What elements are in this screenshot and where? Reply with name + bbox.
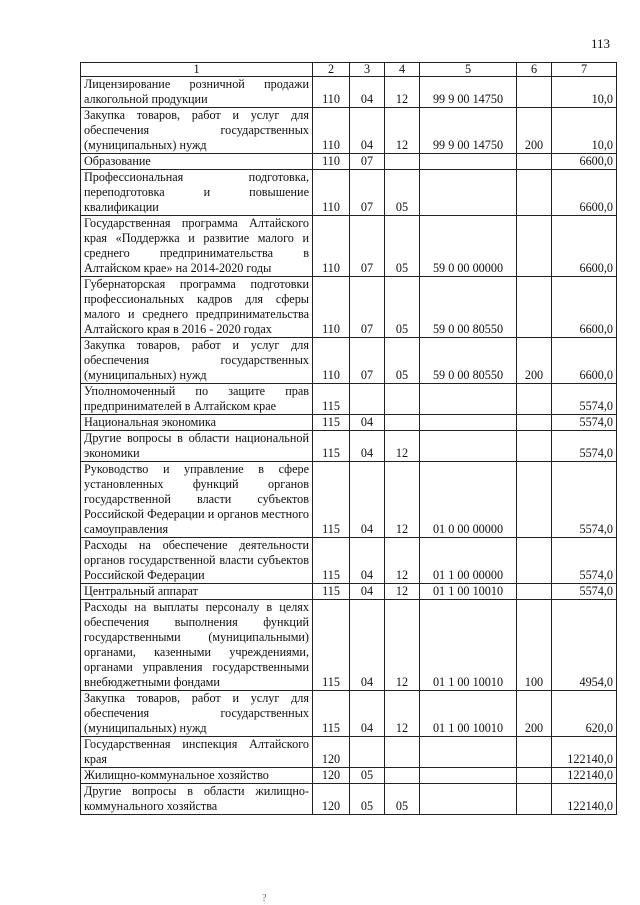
section-code-cell bbox=[350, 737, 385, 768]
table-row bbox=[81, 277, 617, 338]
table-row bbox=[81, 584, 617, 600]
amount-cell: 122140,0 bbox=[552, 768, 617, 784]
amount-cell: 5574,0 bbox=[552, 415, 617, 431]
row-name-cell: Жилищно-коммунальное хозяйство bbox=[81, 768, 313, 784]
target-item-cell bbox=[420, 415, 517, 431]
table-row bbox=[81, 338, 617, 384]
header-cell: 3 bbox=[350, 63, 385, 77]
table-row bbox=[81, 600, 617, 691]
target-item-cell: 01 1 00 00000 bbox=[420, 538, 517, 584]
target-item-cell: 99 9 00 14750 bbox=[420, 108, 517, 154]
table-row bbox=[81, 737, 617, 768]
row-name-cell: Закупка товаров, работ и услуг для обеспечения государственных (муниципальных) нужд bbox=[81, 691, 313, 737]
amount-cell: 4954,0 bbox=[552, 600, 617, 691]
admin-code-cell: 115 bbox=[313, 431, 350, 462]
admin-code-cell: 110 bbox=[313, 154, 350, 170]
target-item-cell: 59 0 00 80550 bbox=[420, 338, 517, 384]
section-code-cell: 07 bbox=[350, 338, 385, 384]
subsection-code-cell: 12 bbox=[385, 691, 420, 737]
amount-cell: 6600,0 bbox=[552, 216, 617, 277]
amount-cell: 5574,0 bbox=[552, 538, 617, 584]
subsection-code-cell: 05 bbox=[385, 277, 420, 338]
page-number: 113 bbox=[590, 36, 610, 51]
table-row bbox=[81, 415, 617, 431]
admin-code-cell: 120 bbox=[313, 737, 350, 768]
table-row bbox=[81, 462, 617, 538]
subsection-code-cell bbox=[385, 768, 420, 784]
section-code-cell bbox=[350, 384, 385, 415]
header-cell: 6 bbox=[517, 63, 552, 77]
expense-type-cell: 100 bbox=[517, 600, 552, 691]
admin-code-cell: 110 bbox=[313, 170, 350, 216]
section-code-cell: 05 bbox=[350, 784, 385, 815]
table-row bbox=[81, 154, 617, 170]
subsection-code-cell bbox=[385, 154, 420, 170]
expense-type-cell bbox=[517, 538, 552, 584]
row-name-cell: Образование bbox=[81, 154, 313, 170]
table-row bbox=[81, 538, 617, 584]
subsection-code-cell: 05 bbox=[385, 216, 420, 277]
expense-type-cell: 200 bbox=[517, 691, 552, 737]
amount-cell: 620,0 bbox=[552, 691, 617, 737]
amount-cell: 122140,0 bbox=[552, 737, 617, 768]
target-item-cell bbox=[420, 768, 517, 784]
budget-table bbox=[80, 62, 617, 815]
expense-type-cell bbox=[517, 415, 552, 431]
row-name-cell: Руководство и управление в сфере установленных функций органов государственной власти субъектов Российской Федерации и органов местного самоуправления bbox=[81, 462, 313, 538]
table-row bbox=[81, 170, 617, 216]
admin-code-cell: 110 bbox=[313, 216, 350, 277]
amount-cell: 5574,0 bbox=[552, 584, 617, 600]
expense-type-cell bbox=[517, 768, 552, 784]
admin-code-cell: 115 bbox=[313, 600, 350, 691]
amount-cell: 5574,0 bbox=[552, 462, 617, 538]
expense-type-cell bbox=[517, 431, 552, 462]
subsection-code-cell: 12 bbox=[385, 600, 420, 691]
row-name-cell: Центральный аппарат bbox=[81, 584, 313, 600]
admin-code-cell: 110 bbox=[313, 77, 350, 108]
row-name-cell: Государственная программа Алтайского края «Поддержка и развитие малого и среднего предпринимательства в Алтайском крае» на 2014-2020 годы bbox=[81, 216, 313, 277]
admin-code-cell: 115 bbox=[313, 538, 350, 584]
admin-code-cell: 115 bbox=[313, 462, 350, 538]
header-cell: 4 bbox=[385, 63, 420, 77]
expense-type-cell bbox=[517, 170, 552, 216]
header-cell: 1 bbox=[81, 63, 313, 77]
section-code-cell: 04 bbox=[350, 584, 385, 600]
section-code-cell: 05 bbox=[350, 768, 385, 784]
expense-type-cell bbox=[517, 77, 552, 108]
admin-code-cell: 115 bbox=[313, 415, 350, 431]
expense-type-cell bbox=[517, 462, 552, 538]
target-item-cell: 01 1 00 10010 bbox=[420, 600, 517, 691]
admin-code-cell: 115 bbox=[313, 384, 350, 415]
amount-cell: 6600,0 bbox=[552, 277, 617, 338]
expense-type-cell bbox=[517, 277, 552, 338]
target-item-cell bbox=[420, 384, 517, 415]
target-item-cell: 59 0 00 80550 bbox=[420, 277, 517, 338]
target-item-cell bbox=[420, 154, 517, 170]
expense-type-cell: 200 bbox=[517, 338, 552, 384]
target-item-cell: 01 1 00 10010 bbox=[420, 584, 517, 600]
expense-type-cell bbox=[517, 154, 552, 170]
amount-cell: 122140,0 bbox=[552, 784, 617, 815]
admin-code-cell: 110 bbox=[313, 108, 350, 154]
subsection-code-cell: 12 bbox=[385, 431, 420, 462]
admin-code-cell: 110 bbox=[313, 338, 350, 384]
target-item-cell bbox=[420, 431, 517, 462]
row-name-cell: Другие вопросы в области жилищно-коммунального хозяйства bbox=[81, 784, 313, 815]
amount-cell: 10,0 bbox=[552, 77, 617, 108]
expense-type-cell: 200 bbox=[517, 108, 552, 154]
target-item-cell bbox=[420, 784, 517, 815]
section-code-cell: 04 bbox=[350, 691, 385, 737]
section-code-cell: 04 bbox=[350, 462, 385, 538]
row-name-cell: Профессиональная подготовка, переподготовка и повышение квалификации bbox=[81, 170, 313, 216]
table-row bbox=[81, 768, 617, 784]
row-name-cell: Расходы на выплаты персоналу в целях обеспечения выполнения функций государственными (муниципальными) органами, казенными учреждениями, органами управления государственными внебюджетными фондами bbox=[81, 600, 313, 691]
section-code-cell: 04 bbox=[350, 431, 385, 462]
subsection-code-cell: 05 bbox=[385, 170, 420, 216]
table-row bbox=[81, 784, 617, 815]
table-row bbox=[81, 216, 617, 277]
admin-code-cell: 115 bbox=[313, 584, 350, 600]
subsection-code-cell: 12 bbox=[385, 584, 420, 600]
row-name-cell: Другие вопросы в области национальной экономики bbox=[81, 431, 313, 462]
amount-cell: 10,0 bbox=[552, 108, 617, 154]
row-name-cell: Уполномоченный по защите прав предпринимателей в Алтайском крае bbox=[81, 384, 313, 415]
amount-cell: 6600,0 bbox=[552, 170, 617, 216]
expense-type-cell bbox=[517, 784, 552, 815]
section-code-cell: 07 bbox=[350, 170, 385, 216]
expense-type-cell bbox=[517, 384, 552, 415]
subsection-code-cell: 05 bbox=[385, 338, 420, 384]
table-row bbox=[81, 431, 617, 462]
admin-code-cell: 115 bbox=[313, 691, 350, 737]
row-name-cell: Лицензирование розничной продажи алкогольной продукции bbox=[81, 77, 313, 108]
row-name-cell: Закупка товаров, работ и услуг для обеспечения государственных (муниципальных) нужд bbox=[81, 338, 313, 384]
section-code-cell: 04 bbox=[350, 600, 385, 691]
admin-code-cell: 120 bbox=[313, 768, 350, 784]
amount-cell: 5574,0 bbox=[552, 431, 617, 462]
footer-mark: ? bbox=[262, 893, 267, 904]
section-code-cell: 04 bbox=[350, 538, 385, 584]
section-code-cell: 04 bbox=[350, 108, 385, 154]
amount-cell: 6600,0 bbox=[552, 338, 617, 384]
header-cell: 7 bbox=[552, 63, 617, 77]
amount-cell: 5574,0 bbox=[552, 384, 617, 415]
subsection-code-cell bbox=[385, 415, 420, 431]
expense-type-cell bbox=[517, 216, 552, 277]
admin-code-cell: 120 bbox=[313, 784, 350, 815]
section-code-cell: 07 bbox=[350, 216, 385, 277]
section-code-cell: 04 bbox=[350, 77, 385, 108]
table-row bbox=[81, 691, 617, 737]
header-cell: 5 bbox=[420, 63, 517, 77]
target-item-cell bbox=[420, 737, 517, 768]
target-item-cell: 01 1 00 10010 bbox=[420, 691, 517, 737]
row-name-cell: Закупка товаров, работ и услуг для обеспечения государственных (муниципальных) нужд bbox=[81, 108, 313, 154]
header-cell: 2 bbox=[313, 63, 350, 77]
target-item-cell: 99 9 00 14750 bbox=[420, 77, 517, 108]
subsection-code-cell: 12 bbox=[385, 108, 420, 154]
expense-type-cell bbox=[517, 584, 552, 600]
section-code-cell: 07 bbox=[350, 277, 385, 338]
section-code-cell: 04 bbox=[350, 415, 385, 431]
amount-cell: 6600,0 bbox=[552, 154, 617, 170]
row-name-cell: Расходы на обеспечение деятельности органов государственной власти субъектов Российской Федерации bbox=[81, 538, 313, 584]
row-name-cell: Государственная инспекция Алтайского края bbox=[81, 737, 313, 768]
target-item-cell bbox=[420, 170, 517, 216]
section-code-cell: 07 bbox=[350, 154, 385, 170]
target-item-cell: 59 0 00 00000 bbox=[420, 216, 517, 277]
subsection-code-cell: 05 bbox=[385, 784, 420, 815]
subsection-code-cell: 12 bbox=[385, 77, 420, 108]
subsection-code-cell bbox=[385, 737, 420, 768]
expense-type-cell bbox=[517, 737, 552, 768]
row-name-cell: Национальная экономика bbox=[81, 415, 313, 431]
table-row bbox=[81, 108, 617, 154]
target-item-cell: 01 0 00 00000 bbox=[420, 462, 517, 538]
admin-code-cell: 110 bbox=[313, 277, 350, 338]
subsection-code-cell: 12 bbox=[385, 538, 420, 584]
subsection-code-cell bbox=[385, 384, 420, 415]
table-row bbox=[81, 384, 617, 415]
table-header-row bbox=[81, 63, 617, 77]
row-name-cell: Губернаторская программа подготовки профессиональных кадров для сферы малого и среднего предпринимательства Алтайского края в 2016 - 2020 годах bbox=[81, 277, 313, 338]
table-row bbox=[81, 77, 617, 108]
subsection-code-cell: 12 bbox=[385, 462, 420, 538]
